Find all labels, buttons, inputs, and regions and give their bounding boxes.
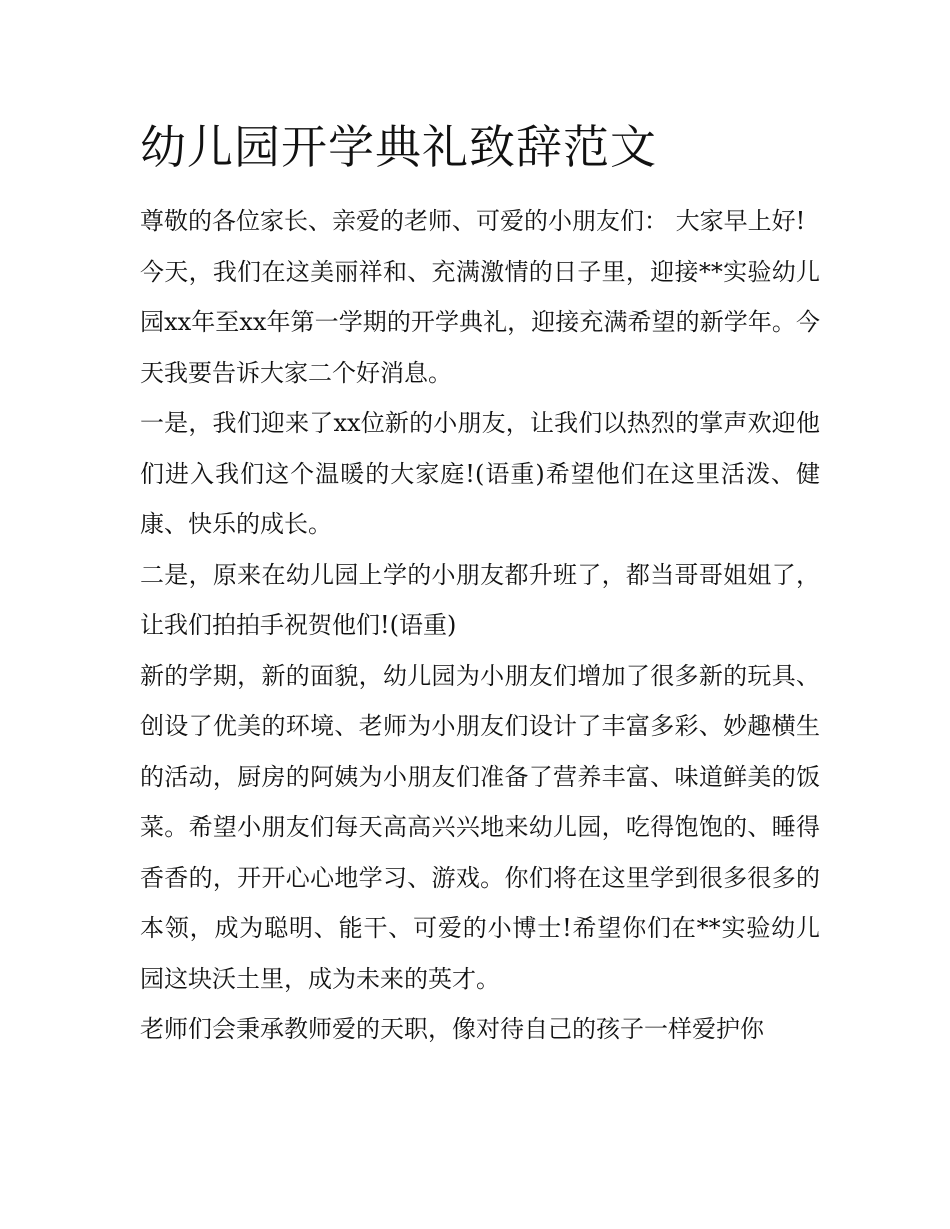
document-body <box>140 196 820 1055</box>
paragraph-new-term: 新的学期，新的面貌，幼儿园为小朋友们增加了很多新的玩具、创设了优美的环境、老师为小朋友们设计了丰富多彩、妙趣横生的活动，厨房的阿姨为小朋友们准备了营养丰富、味道鲜美的饭菜。希望小朋友们每天高高兴兴地来幼儿园，吃得饱饱的、睡得香香的，开开心心地学习、游戏。你们将在这里学到很多很多的本领，成为聪明、能干、可爱的小博士!希望你们在**实验幼儿园这块沃土里，成为未来的英才。 <box>140 661 820 993</box>
paragraph-opening: 今天，我们在这美丽祥和、充满激情的日子里，迎接**实验幼儿园xx年至xx年第一学期的开学典礼，迎接充满希望的新学年。今天我要告诉大家二个好消息。 <box>140 257 820 387</box>
document-title: 幼儿园开学典礼致辞范文 <box>140 120 657 174</box>
paragraph-greeting: 尊敬的各位家长、亲爱的老师、可爱的小朋友们： 大家早上好! <box>140 207 806 235</box>
paragraph-news-one: 一是，我们迎来了xx位新的小朋友，让我们以热烈的掌声欢迎他们进入我们这个温暖的大家庭!(语重)希望他们在这里活泼、健康、快乐的成长。 <box>140 409 820 538</box>
paragraph-news-two: 二是，原来在幼儿园上学的小朋友都升班了，都当哥哥姐姐了，让我们拍拍手祝贺他们!(语重) <box>140 560 820 639</box>
paragraph-teachers: 老师们会秉承教师爱的天职，像对待自己的孩子一样爱护你 <box>140 1015 764 1043</box>
